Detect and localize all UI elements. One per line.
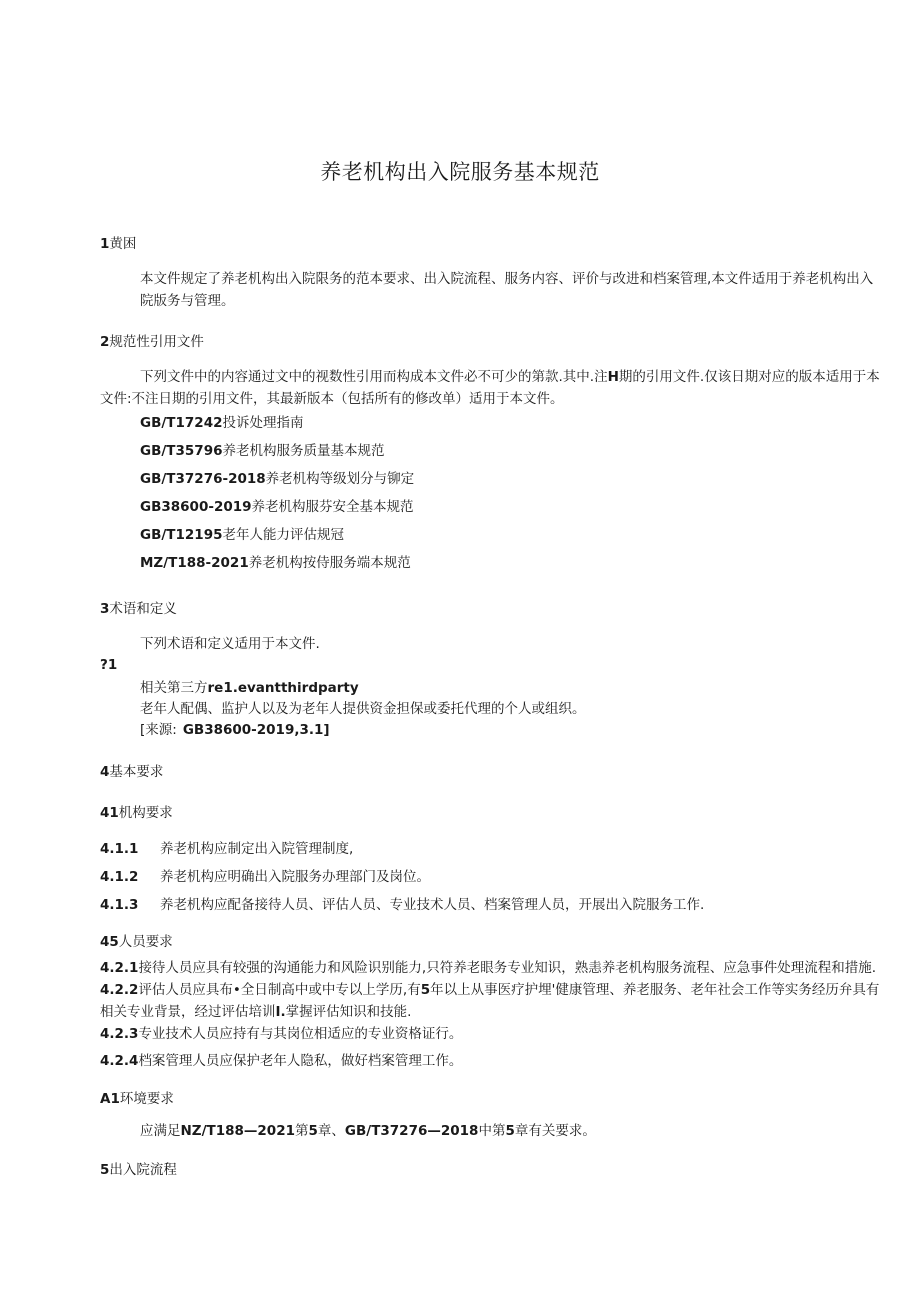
- reference-name: 养老机构等级划分与铆定: [265, 471, 415, 487]
- section-number: 41: [100, 805, 119, 821]
- clause-number: 4.2.1: [100, 960, 139, 976]
- source-reference: GB38600-2019,3.1]: [182, 722, 330, 738]
- text-run: 5: [308, 1123, 318, 1139]
- clause-text: 接待人员应具有较强的沟通能力和风险识别能力,只符养老眼务专业知识，熟恚养老机构服务流程、应急事件处理流程和措施.: [138, 960, 877, 976]
- clause-number: 4.1.2: [100, 869, 139, 885]
- terms-intro: 下列术语和定义适用于本文件.: [140, 636, 320, 652]
- section-5-heading: [100, 1158, 177, 1178]
- text-run: 应满足: [140, 1123, 181, 1139]
- scope-paragraph-line-2: 院版务与管理。: [140, 293, 235, 309]
- section-4-heading: [100, 760, 163, 780]
- section-4-3-heading: [100, 1087, 174, 1107]
- text-run: 年以上从事医疗护埋'健康管理、养老服务、老年社会工作等实务经历弁具有: [430, 982, 880, 998]
- reference-item: [140, 495, 414, 515]
- reference-name: 老年人能力评估规冠: [222, 527, 344, 543]
- reference-name: 养老机构按侍服务端本规范: [248, 555, 411, 571]
- section-title: 基本要求: [109, 764, 164, 780]
- term-definition: 老年人配偶、监护人以及为老年人提供资金担保或委托代理的个人或组织。: [140, 701, 586, 717]
- reference-name: 养老机构服务质量基本规范: [222, 443, 385, 459]
- section-1-heading: [100, 232, 136, 252]
- section-title: 机构要求: [118, 805, 173, 821]
- section-title: 术语和定义: [109, 601, 177, 617]
- section-number: 1: [100, 236, 110, 252]
- document-title: 养老机构出入院服务基本规范: [320, 160, 600, 184]
- clause-4-2-3: [100, 1023, 462, 1045]
- section-number: A1: [100, 1091, 120, 1107]
- text-run: H: [607, 369, 619, 385]
- clause-4-1-3: [100, 893, 704, 913]
- section-title: 规范性引用文件: [109, 334, 204, 350]
- term-source: [140, 719, 330, 741]
- text-run: 章有关要求。: [514, 1123, 596, 1139]
- section-3-heading: [100, 597, 177, 617]
- reference-code: GB/T37276-2018: [140, 471, 266, 487]
- text-run: 章、: [317, 1123, 345, 1139]
- term-number: ?1: [100, 657, 118, 673]
- clause-number: 4.1.3: [100, 897, 139, 913]
- section-title: 黄困: [109, 236, 137, 252]
- text-run: I.: [275, 1004, 286, 1020]
- clause-text: 专业技术人员应持有与其岗位相适应的专业资格证行。: [138, 1026, 463, 1042]
- text-run: 期的引用文件.仅该日期对应的版本适用于本: [618, 369, 880, 385]
- text-run: 第: [294, 1123, 309, 1139]
- clause-4-2-2-line-1: [100, 979, 879, 1001]
- reference-item: [140, 411, 303, 431]
- reference-name: 投诉处理指南: [222, 415, 304, 431]
- term-name-en: re1.evantthirdparty: [207, 680, 359, 696]
- term-name-cn: 相关第三方: [140, 680, 208, 696]
- reference-code: MZ/T188-2021: [140, 555, 249, 571]
- clause-text: 养老机构应明确出入院服务办理部门及岗位。: [160, 869, 430, 885]
- reference-code: GB/T17242: [140, 415, 223, 431]
- clause-text: 档案管理人员应保护老年人隐私，做好档案管理工作。: [138, 1053, 463, 1069]
- section-4-1-heading: [100, 801, 173, 821]
- text-run: 下列文件中的内容通过文中的视数性引用而构成本文件必不可少的第款.其中.注: [140, 369, 608, 385]
- reference-item: [140, 467, 414, 487]
- section-2-heading: [100, 330, 204, 350]
- term-name: [140, 677, 359, 699]
- reference-code: GB38600-2019: [140, 499, 252, 515]
- clause-number: 4.2.4: [100, 1053, 139, 1069]
- section-number: 5: [100, 1162, 110, 1178]
- section-number: 2: [100, 334, 110, 350]
- clause-4-2-2-line-2: [100, 1001, 411, 1023]
- clause-4-1-2: [100, 865, 430, 885]
- section-4-2-heading: [100, 930, 173, 950]
- reference-item: [140, 523, 344, 543]
- clause-text: 养老机构应配备接待人员、评估人员、专业技术人员、档案管理人员，开展出入院服务工作.: [160, 897, 705, 913]
- section-title: 出入院流程: [109, 1162, 177, 1178]
- reference-code: GB/T12195: [140, 527, 223, 543]
- text-run: 5: [420, 982, 431, 998]
- source-label: [来源:: [140, 722, 177, 738]
- section-number: 3: [100, 601, 110, 617]
- section-title: 环境要求: [119, 1091, 174, 1107]
- section-number: 45: [100, 934, 119, 950]
- scope-paragraph-line-1: 本文件规定了养老机构出入院限务的范本要求、出入院流程、服务内容、评价与改进和档案管理,本文件适用于养老机构出入: [140, 271, 874, 287]
- reference-item: [140, 551, 411, 571]
- reference-code: GB/T35796: [140, 443, 223, 459]
- text-run: 掌握评估知识和技能.: [285, 1004, 412, 1020]
- reference-item: [140, 439, 384, 459]
- text-run: 评估人员应具布•全日制高中或中专以上学历,有: [138, 982, 421, 998]
- clause-4-1-1: [100, 837, 353, 857]
- section-title: 人员要求: [118, 934, 173, 950]
- clause-4-2-4: [100, 1050, 462, 1072]
- clause-text: 养老机构应制定出入院管理制度,: [160, 841, 354, 857]
- section-number: 4: [100, 764, 110, 780]
- references-intro-line-2: 文件:不注日期的引用文件，其最新版本（包括所有的修改单）适用于本文件。: [100, 391, 564, 407]
- clause-number: 4.1.1: [100, 841, 139, 857]
- environment-paragraph: [140, 1120, 596, 1142]
- clause-number: 4.2.3: [100, 1026, 139, 1042]
- clause-4-2-1: [100, 957, 876, 979]
- text-run: 5: [505, 1123, 515, 1139]
- text-run: 相关专业背景，经过评估培训: [100, 1004, 276, 1020]
- text-run: 中第: [478, 1123, 506, 1139]
- clause-number: 4.2.2: [100, 982, 139, 998]
- text-run: GB/T37276—2018: [344, 1123, 479, 1139]
- references-intro-line-1: [140, 366, 880, 388]
- reference-name: 养老机构服芬安全基本规范: [251, 499, 414, 515]
- text-run: NZ/T188—2021: [180, 1123, 295, 1139]
